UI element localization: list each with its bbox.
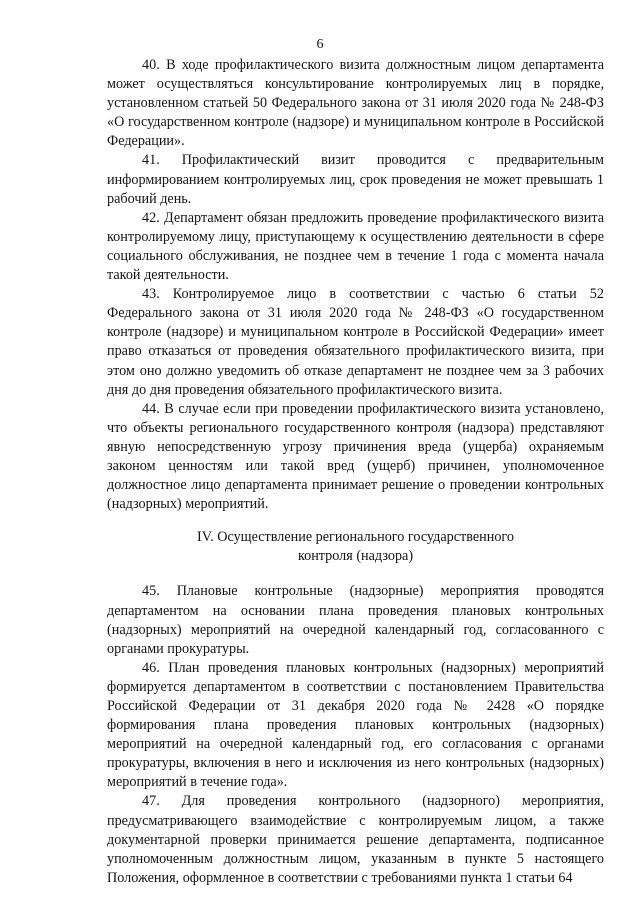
page-number: 6 xyxy=(316,37,324,52)
paragraph-43: 43. Контролируемое лицо в соответствии с частью 6 статьи 52 Федерального закона от 31 июля 2020 года № 248-ФЗ «О государственном контроле (надзоре) и муниципальном контроле в Российской Федерации» имеет право отказаться от проведения обязательного профилактического визита, при этом оно должно уведомить об отказе департамент не позднее чем за 3 рабочих дня до дня проведения обязательного профилактического визита. xyxy=(107,286,604,398)
document-body xyxy=(107,56,604,888)
paragraph-42: 42. Департамент обязан предложить проведение профилактического визита контролируемому лицу, приступающему к осуществлению деятельности в сфере социального обслуживания, не позднее чем в течение 1 года с момента начала такой деятельности. xyxy=(107,209,604,284)
paragraph-45: 45. Плановые контрольные (надзорные) мероприятия проводятся департаментом на основании плана проведения плановых контрольных (надзорных) мероприятий на очередной календарный год, согласованного с органами прокуратуры. xyxy=(107,583,604,657)
section-heading-line-2: контроля (надзора) xyxy=(297,548,414,565)
paragraph-47: 47. Для проведения контрольного (надзорного) мероприятия, предусматривающего взаимодействие с контролируемым лицом, а также документарной проверки принимается решение департамента, подписанное уполномоченным должностным лицом, указанным в пункте 5 настоящего Положения, оформленное в соответствии с требованиями пункта 1 статьи 64 xyxy=(107,793,604,886)
section-heading xyxy=(107,528,604,566)
paragraph-44: 44. В случае если при проведении профилактического визита установлено, что объекты регионального государственного контроля (надзора) представляют явную непосредственную угрозу причинения вреда (ущерба) охраняемым законом ценностям или такой вред (ущерб) причинен, уполномоченное должностное лицо департамента принимает решение о проведении контрольных (надзорных) мероприятий. xyxy=(107,400,604,513)
paragraph-46: 46. План проведения плановых контрольных (надзорных) мероприятий формируется департаментом в соответствии с постановлением Правительства Российской Федерации от 31 декабря 2020 года № 2428 «О порядке формирования плана проведения плановых контрольных (надзорных) мероприятий на очередной календарный год, его согласования с органами прокуратуры, включения в него и исключения из него контрольных (надзорных) мероприятий в течение года». xyxy=(107,659,604,791)
section-heading-line-1: IV. Осуществление регионального государственного xyxy=(196,529,514,546)
paragraph-40: 40. В ходе профилактического визита должностным лицом департамента может осуществляться консультирование контролируемых лиц в порядке, установленном статьей 50 Федерального закона от 31 июля 2020 года № 248-ФЗ «О государственном контроле (надзоре) и муниципальном контроле в Российской Федерации». xyxy=(107,57,604,150)
paragraph-41: 41. Профилактический визит проводится с предварительным информированием контролируемых лиц, срок проведения не может превышать 1 рабочий день. xyxy=(107,152,604,207)
